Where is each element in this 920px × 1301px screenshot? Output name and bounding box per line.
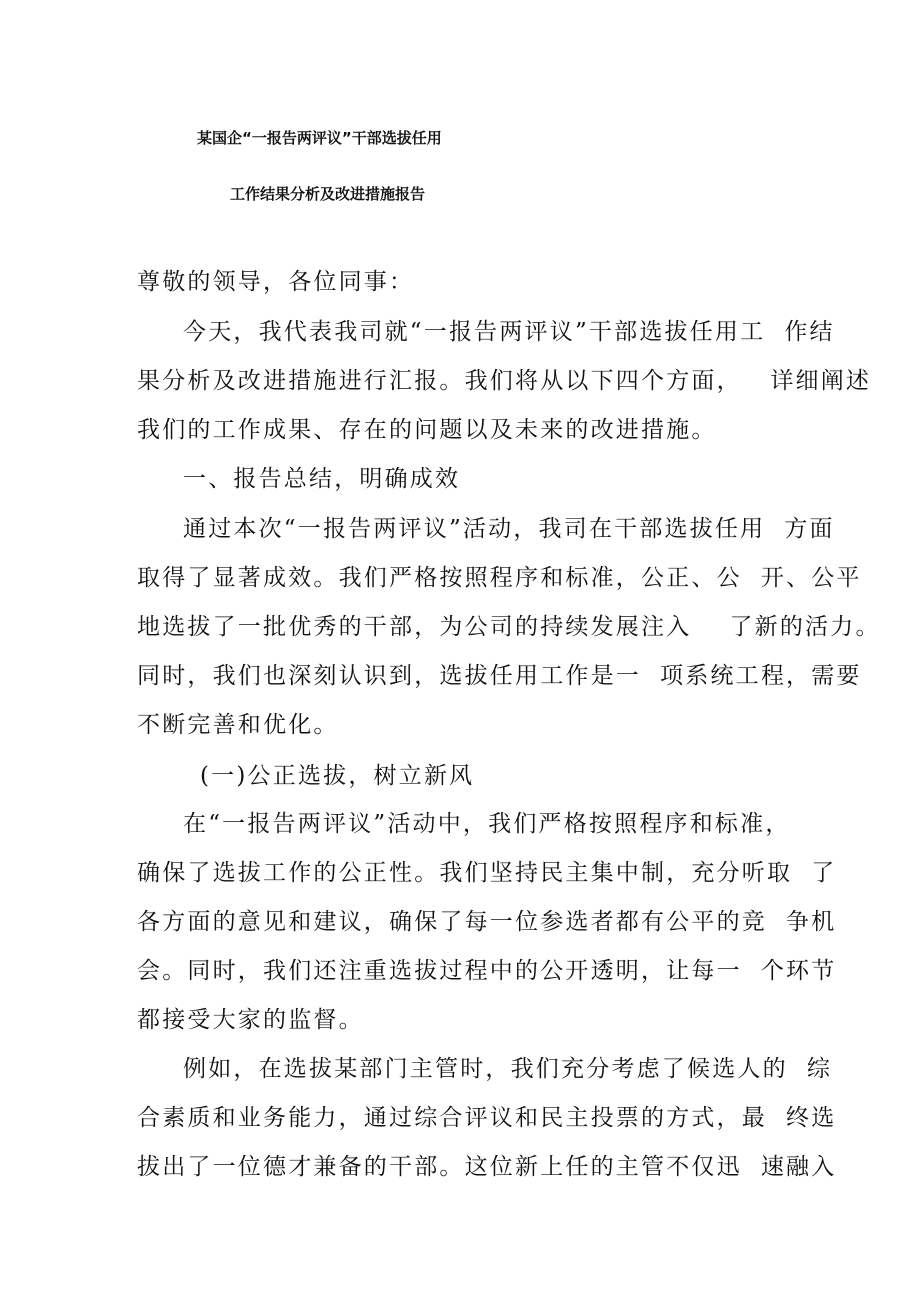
- document-title-line-2: 工作结果分析及改进措施报告: [230, 185, 426, 203]
- body-line: 都接受大家的监督。: [137, 1007, 364, 1033]
- body-line: 通过本次“一报告两评议”活动，我司在干部选拔任用 方面: [183, 516, 835, 542]
- body-line: 地选拔了一批优秀的干部，为公司的持续发展注入 了新的活力。: [137, 614, 881, 640]
- body-line: 会。同时，我们还注重选拔过程中的公开透明，让每一 个环节: [137, 958, 837, 984]
- body-line: 今天，我代表我司就“一报告两评议”干部选拔任用工 作结: [183, 319, 835, 345]
- body-line: 在“一报告两评议”活动中，我们严格按照程序和标准，: [183, 811, 791, 837]
- body-line: 确保了选拔工作的公正性。我们坚持民主集中制，充分听取 了: [137, 860, 837, 886]
- body-line: 例如，在选拔某部门主管时，我们充分考虑了候选人的 综: [183, 1056, 833, 1082]
- salutation: 尊敬的领导，各位同事：: [137, 269, 415, 295]
- document-title-line-1: 某国企“一报告两评议”干部选拔任用: [197, 129, 442, 147]
- body-line: 合素质和业务能力，通过综合评议和民主投票的方式，最 终选: [137, 1105, 837, 1131]
- body-line: 各方面的意见和建议，确保了每一位参选者都有公平的竞 争机: [137, 909, 837, 935]
- section-heading-1: 一、报告总结，明确成效: [183, 466, 461, 492]
- body-line: 不断完善和优化。: [137, 712, 339, 738]
- subsection-heading-1: (一)公正选拔，树立新风: [200, 763, 475, 789]
- body-line: 果分析及改进措施进行汇报。我们将从以下四个方面， 详细阐述: [137, 368, 872, 394]
- body-line: 同时，我们也深刻认识到，选拔任用工作是一 项系统工程，需要: [137, 663, 862, 689]
- body-line: 取得了显著成效。我们严格按照程序和标准，公正、公 开、公平: [137, 565, 862, 591]
- body-line: 拔出了一位德才兼备的干部。这位新上任的主管不仅迅 速融入: [137, 1154, 837, 1180]
- body-line: 我们的工作成果、存在的问题以及未来的改进措施。: [137, 417, 717, 443]
